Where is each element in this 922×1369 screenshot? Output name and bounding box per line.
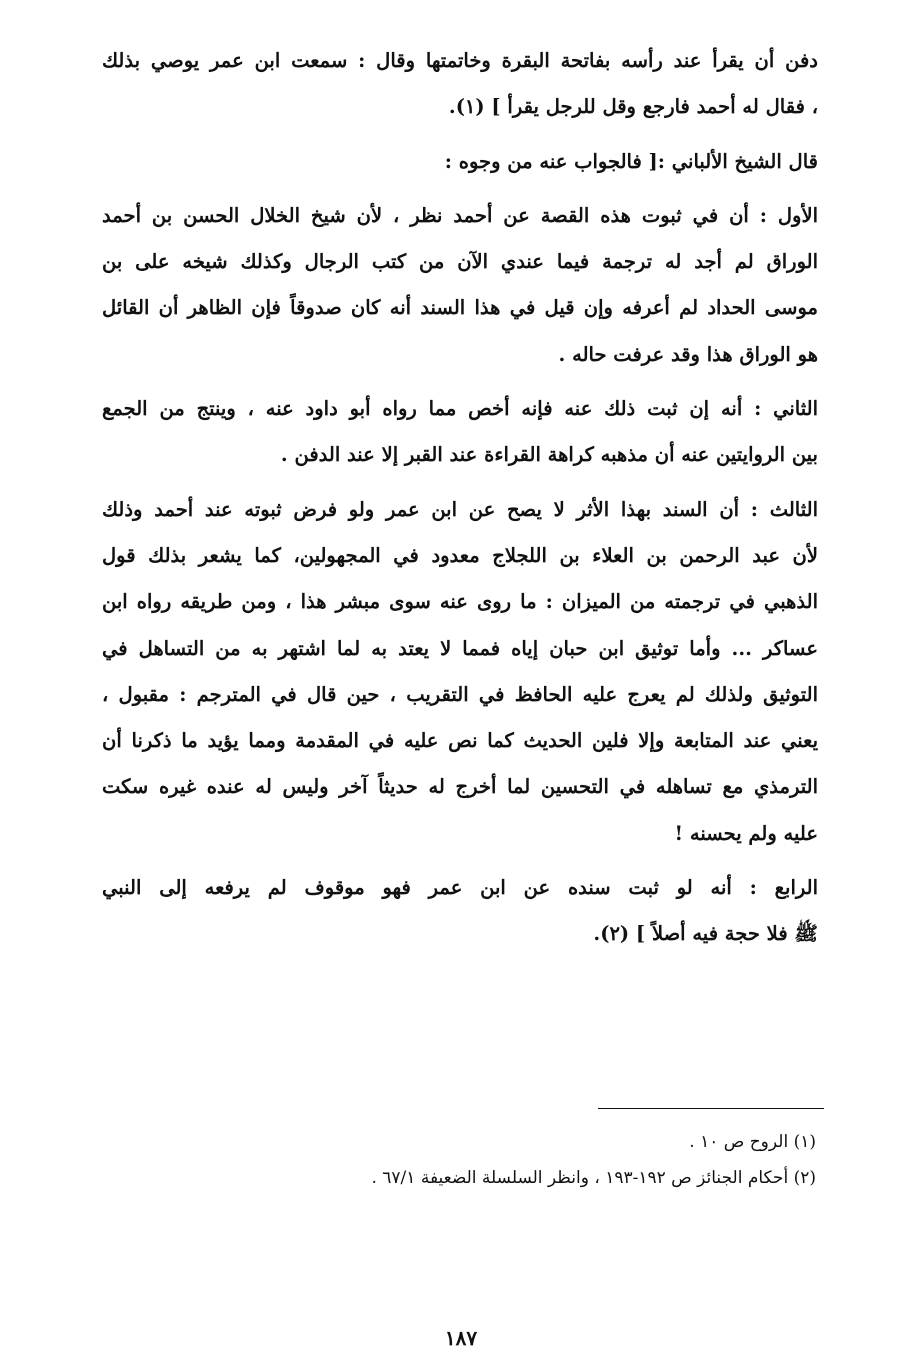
- paragraph-second-point: [102, 386, 818, 479]
- text-line: هو الوراق هذا وقد عرفت حاله .: [558, 342, 818, 366]
- footnotes-block: [116, 1124, 816, 1196]
- text-line: الرابع : أنه لو ثبت سنده عن ابن عمر فهو موقوف لم يرفعه إلى النبي: [102, 876, 818, 900]
- text-line: قال الشيخ الألباني :[ فالجواب عنه من وجوه :: [444, 149, 818, 173]
- footnote-1: (١) الروح ص ١٠ .: [689, 1132, 816, 1152]
- text-line: عساكر ... وأما توثيق ابن حبان إياه فمما لا يعتد به لما اشتهر به من التساهل في: [102, 636, 818, 660]
- text-line: الثاني : أنه إن ثبت ذلك عنه فإنه أخص مما رواه أبو داود عنه ، وينتج من الجمع: [102, 397, 818, 421]
- text-line: الترمذي مع تساهله في التحسين لما أخرج له حديثاً آخر وليس له عنده غيره سكت: [102, 775, 818, 799]
- text-line: الأول : أن في ثبوت هذه القصة عن أحمد نظر ، لأن شيخ الخلال الحسن بن أحمد: [102, 203, 818, 227]
- text-line: بين الروايتين عنه أن مذهبه كراهة القراءة عند القبر إلا عند الدفن .: [280, 443, 818, 467]
- footnote-separator: [598, 1108, 824, 1109]
- text-line: يعني عند المتابعة وإلا فلين الحديث كما نص عليه في المقدمة ومما يؤيد ما ذكرنا أن: [102, 729, 818, 753]
- text-line: دفن أن يقرأ عند رأسه بفاتحة البقرة وخاتمتها وقال : سمعت ابن عمر يوصي بذلك: [102, 49, 818, 72]
- paragraph-albani-intro: [102, 139, 818, 185]
- text-line: لأن عبد الرحمن بن العلاء بن اللجلاج معدود في المجهولين، كما يشعر بذلك قول: [102, 543, 818, 567]
- text-line: ﷺ فلا حجة فيه أصلاً ] (٢).: [593, 922, 818, 946]
- text-line: ، فقال له أحمد فارجع وقل للرجل يقرأ ] (١).: [448, 95, 818, 119]
- paragraph-burial-reading: [102, 38, 818, 131]
- main-text-block: [102, 38, 818, 966]
- text-line: عليه ولم يحسنه !: [674, 821, 818, 845]
- text-line: موسى الحداد لم أعرفه وإن قيل في هذا السند أنه كان صدوقاً فإن الظاهر أن القائل: [102, 296, 818, 320]
- footnote-2: (٢) أحكام الجنائز ص ١٩٢-١٩٣ ، وانظر السلسلة الضعيفة ٦٧/١ .: [371, 1168, 816, 1188]
- text-line: الثالث : أن السند بهذا الأثر لا يصح عن ابن عمر ولو فرض ثبوته عند أحمد وذلك: [102, 497, 818, 521]
- paragraph-third-point: [102, 487, 818, 857]
- page-number: ١٨٧: [444, 1326, 478, 1350]
- text-line: الذهبي في ترجمته من الميزان : ما روى عنه سوى مبشر هذا ، ومن طريقه رواه ابن: [102, 590, 818, 614]
- paragraph-first-point: [102, 193, 818, 378]
- text-line: التوثيق ولذلك لم يعرج عليه الحافظ في التقريب ، حين قال في المترجم : مقبول ،: [102, 682, 818, 706]
- text-line: الوراق لم أجد له ترجمة فيما عندي الآن من كتب الرجال وكذلك شيخه على بن: [102, 250, 818, 274]
- paragraph-fourth-point: [102, 865, 818, 958]
